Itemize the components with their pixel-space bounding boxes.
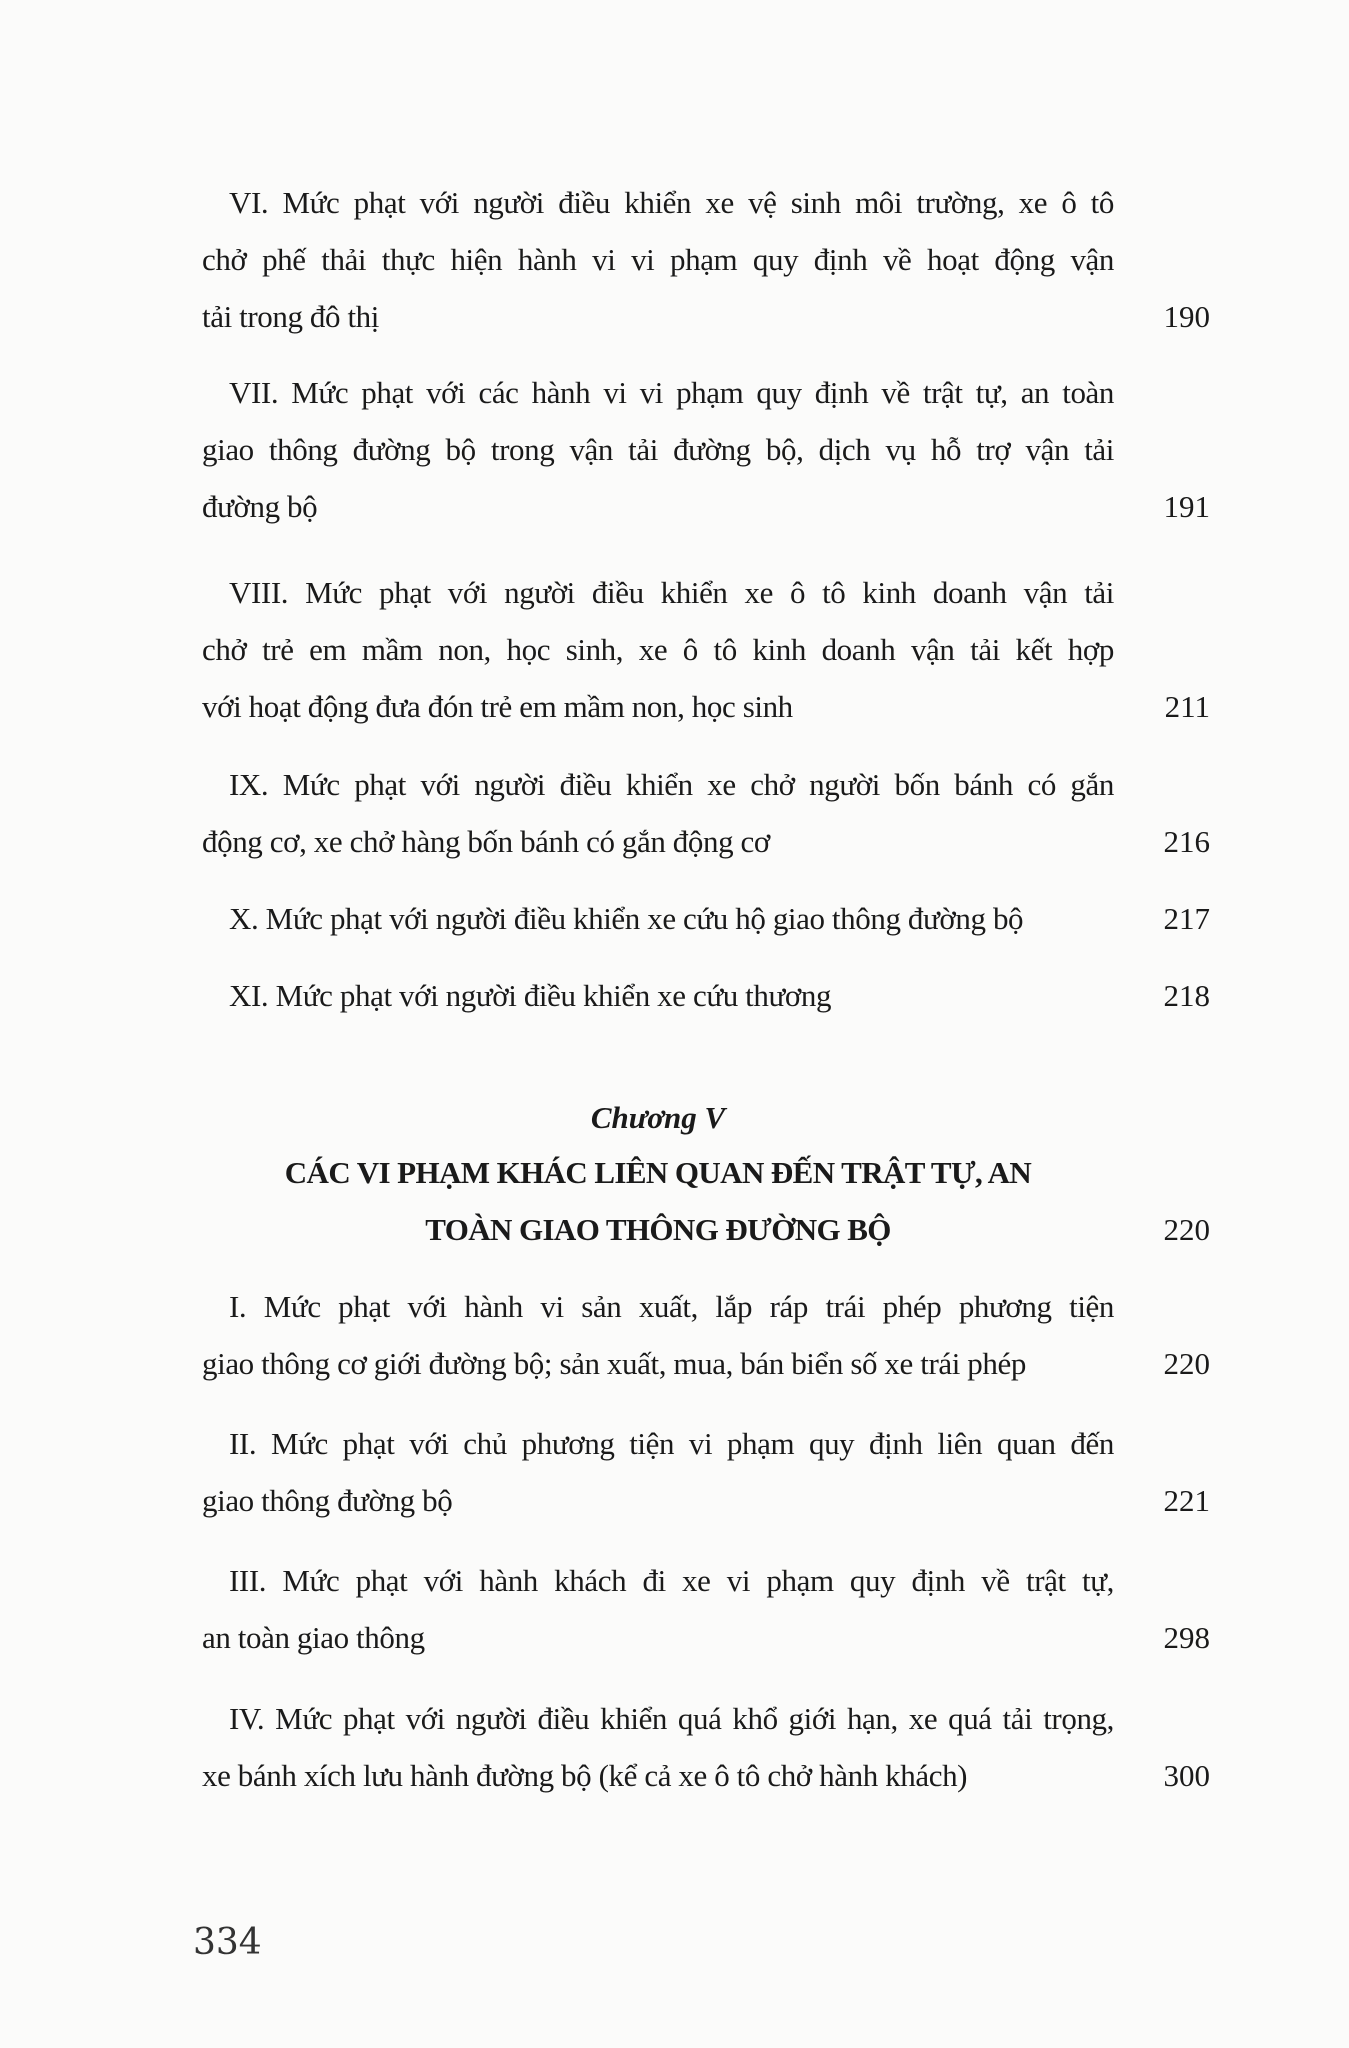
toc-page-number: 190 <box>1163 299 1210 334</box>
toc-page-number: 211 <box>1164 689 1210 724</box>
toc-entry-line: an toàn giao thông <box>202 1620 425 1655</box>
toc-entry-line: tải trong đô thị <box>202 299 379 334</box>
toc-entry-line: động cơ, xe chở hàng bốn bánh có gắn động cơ <box>202 824 770 859</box>
toc-page-number: 298 <box>1163 1620 1210 1655</box>
toc-entry <box>202 564 1210 735</box>
toc-page-number: 191 <box>1163 489 1210 524</box>
toc-page-number: 300 <box>1163 1758 1210 1793</box>
toc-page-number: 217 <box>1163 901 1210 936</box>
page-folio: 334 <box>193 1922 262 1963</box>
toc-entry-line: đường bộ <box>202 489 318 524</box>
chapter-title <box>202 1144 1210 1258</box>
toc-entry-line: xe bánh xích lưu hành đường bộ (kể cả xe ô tô chở hành khách) <box>202 1758 968 1793</box>
toc-entry-line: III. Mức phạt với hành khách đi xe vi phạm quy định về trật tự, <box>229 1563 1114 1598</box>
toc-entry-line: VI. Mức phạt với người điều khiển xe vệ sinh môi trường, xe ô tô <box>229 185 1114 220</box>
toc-entry-line: VIII. Mức phạt với người điều khiển xe ô tô kinh doanh vận tải <box>229 575 1114 610</box>
toc-entry <box>202 756 1210 870</box>
toc-page-number: 220 <box>1163 1346 1210 1381</box>
toc-entry <box>202 174 1210 345</box>
toc-entry-line: giao thông đường bộ trong vận tải đường bộ, dịch vụ hỗ trợ vận tải <box>202 432 1114 467</box>
toc-entry-line: giao thông cơ giới đường bộ; sản xuất, mua, bán biển số xe trái phép <box>202 1346 1026 1381</box>
toc-page-number: 218 <box>1163 978 1210 1013</box>
toc-page-number: 216 <box>1163 824 1210 859</box>
toc-entry-line: I. Mức phạt với hành vi sản xuất, lắp ráp trái phép phương tiện <box>229 1289 1114 1324</box>
toc-entry-line: IV. Mức phạt với người điều khiển quá khổ giới hạn, xe quá tải trọng, <box>229 1701 1114 1736</box>
toc-entry <box>202 890 1210 947</box>
toc-entry-line: với hoạt động đưa đón trẻ em mầm non, học sinh <box>202 689 793 724</box>
toc-entry <box>202 1690 1210 1804</box>
toc-entry <box>202 1278 1210 1392</box>
toc-entry-line: X. Mức phạt với người điều khiển xe cứu hộ giao thông đường bộ <box>229 901 1024 936</box>
toc-entry-line: giao thông đường bộ <box>202 1483 453 1518</box>
toc-entry-line: XI. Mức phạt với người điều khiển xe cứu thương <box>229 978 832 1013</box>
toc-entry-line: chở trẻ em mầm non, học sinh, xe ô tô kinh doanh vận tải kết hợp <box>202 632 1114 667</box>
toc-entry <box>202 967 1210 1024</box>
toc-entry <box>202 1552 1210 1666</box>
toc-entry <box>202 364 1210 535</box>
toc-entry <box>202 1415 1210 1529</box>
chapter-title-line: CÁC VI PHẠM KHÁC LIÊN QUAN ĐẾN TRẬT TỰ, AN <box>284 1155 1032 1190</box>
toc-entry-line: IX. Mức phạt với người điều khiển xe chở người bốn bánh có gắn <box>229 767 1114 802</box>
chapter-label: Chương V <box>590 1100 726 1135</box>
toc-entry-line: chở phế thải thực hiện hành vi vi phạm quy định về hoạt động vận <box>202 242 1114 277</box>
toc-entry-line: II. Mức phạt với chủ phương tiện vi phạm quy định liên quan đến <box>229 1426 1114 1461</box>
chapter-title-line: TOÀN GIAO THÔNG ĐƯỜNG BỘ <box>425 1212 891 1247</box>
chapter-page-number: 220 <box>1163 1212 1210 1247</box>
toc-entry-line: VII. Mức phạt với các hành vi vi phạm quy định về trật tự, an toàn <box>229 375 1114 410</box>
toc-page-number: 221 <box>1163 1483 1210 1518</box>
